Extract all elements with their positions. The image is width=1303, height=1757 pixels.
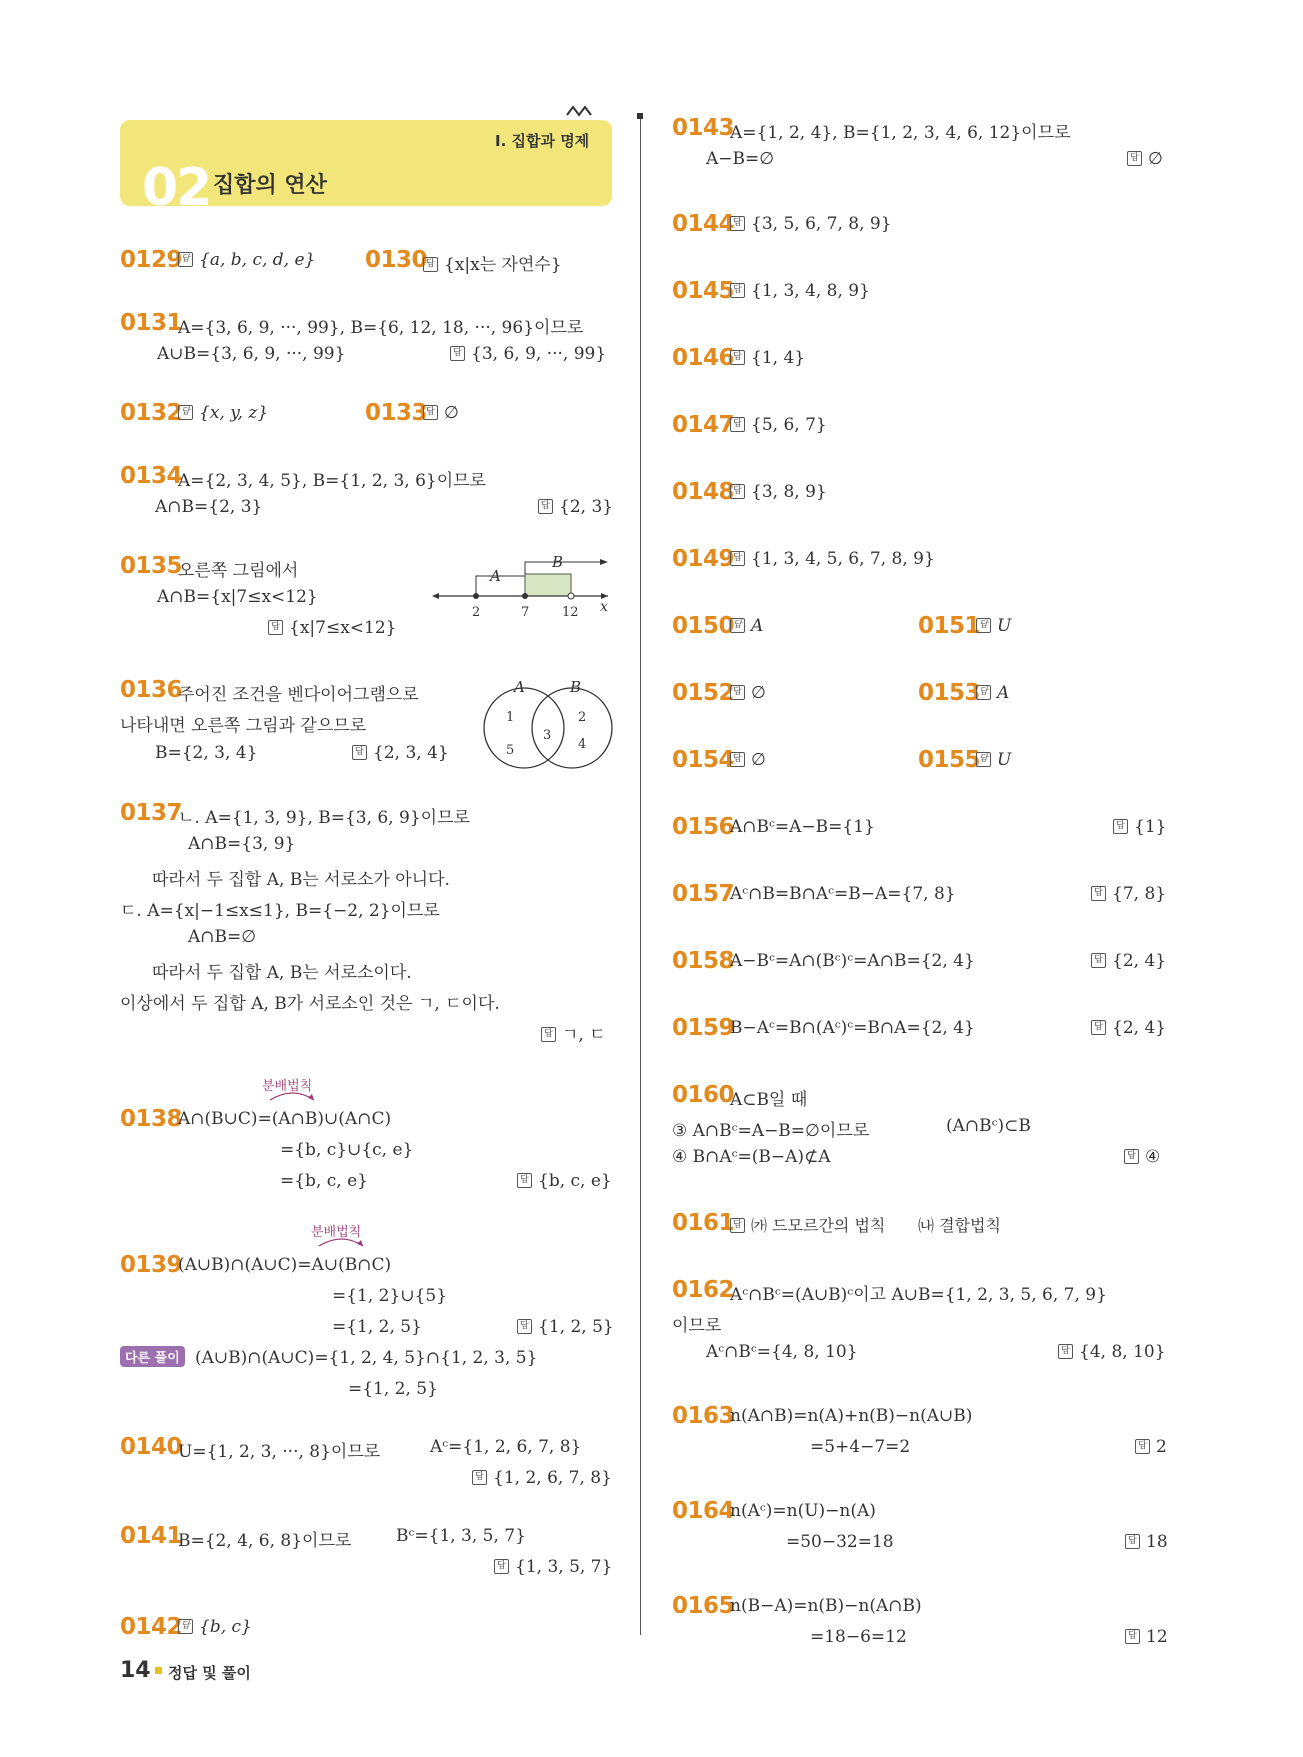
problem-number: 0135 [120, 553, 183, 579]
answer-icon: 답 [730, 551, 745, 566]
solution-line: B={2, 3, 4} [155, 743, 258, 763]
solution-line: (A∪B)∩(A∪C)={1, 2, 4, 5}∩{1, 2, 3, 5} [195, 1348, 538, 1368]
solution-line: 나타내면 오른쪽 그림과 같으므로 [120, 716, 367, 736]
answer-icon: 답 [1113, 819, 1128, 834]
problem-number: 0131 [120, 310, 183, 336]
answer: 답 {b, c} [178, 1617, 252, 1637]
problem-number: 0164 [672, 1498, 735, 1524]
problem-number: 0132 [120, 400, 183, 426]
problem-number: 0149 [672, 546, 735, 572]
answer-icon: 답 [730, 1218, 745, 1233]
solution-line: (A∩Bᶜ)⊂B [946, 1116, 1031, 1136]
answer: 답 {a, b, c, d, e} [178, 250, 315, 270]
problem-number: 0137 [120, 800, 183, 826]
curve-arrow-icon [317, 1236, 367, 1248]
solution-line: 오른쪽 그림에서 [178, 561, 299, 581]
answer-icon: 답 [1091, 886, 1106, 901]
answer: 답 {3, 8, 9} [730, 482, 827, 502]
solution-line: Aᶜ∩Bᶜ=(A∪B)ᶜ이고 A∪B={1, 2, 3, 5, 6, 7, 9} [730, 1285, 1107, 1305]
answer: 답 ∅ [1127, 149, 1163, 169]
answer: 답 {7, 8} [1091, 884, 1166, 904]
answer: 답 {1} [1113, 817, 1166, 837]
answer-icon: 답 [1091, 953, 1106, 968]
answer-icon: 답 [730, 417, 745, 432]
answer-part: ㈏ 결합법칙 [918, 1216, 1001, 1235]
solution-line: A∩B=∅ [188, 927, 257, 947]
answer: 답 {4, 8, 10} [1058, 1342, 1166, 1362]
solution-line: ={1, 2, 5} [332, 1317, 422, 1337]
solution-line: n(Aᶜ)=n(U)−n(A) [730, 1501, 876, 1521]
solution-line: A∪B={3, 6, 9, ···, 99} [157, 344, 346, 364]
solution-line: A∩B={x|7≤x<12} [157, 587, 318, 607]
solution-line: A∩(B∪C)=(A∩B)∪(A∩C) [178, 1109, 392, 1129]
answer: 답 2 [1135, 1437, 1167, 1457]
answer: 답 U [976, 616, 1011, 636]
solution-line: B−Aᶜ=B∩(Aᶜ)ᶜ=B∩A={2, 4} [730, 1018, 975, 1038]
problem-number: 0162 [672, 1277, 735, 1303]
solution-line: ③ A∩Bᶜ=A−B=∅이므로 [672, 1121, 870, 1141]
problem-number: 0157 [672, 881, 735, 907]
footer-bullet [155, 1667, 162, 1674]
solution-line: =18−6=12 [810, 1627, 907, 1647]
solution-line: 주어진 조건을 벤다이어그램으로 [178, 685, 419, 705]
problem-number: 0136 [120, 677, 183, 703]
solution-line: B={2, 4, 6, 8}이므로 [178, 1531, 352, 1551]
answer: 답 {2, 4} [1091, 1018, 1166, 1038]
section-title: 집합의 연산 [213, 173, 327, 198]
answer: 답 ㈎ 드모르간의 법칙 [730, 1213, 885, 1236]
answer-icon: 답 [538, 499, 553, 514]
problem-number: 0145 [672, 278, 735, 304]
venn-value: 5 [506, 743, 515, 758]
solution-line: ④ B∩Aᶜ=(B−A)⊄A [672, 1147, 831, 1167]
solution-line: A−B=∅ [706, 149, 775, 169]
answer-icon: 답 [976, 752, 991, 767]
problem-number: 0154 [672, 747, 735, 773]
problem-number: 0146 [672, 345, 735, 371]
answer: 답 {3, 5, 6, 7, 8, 9} [730, 214, 892, 234]
answer-icon: 답 [517, 1173, 532, 1188]
venn-label-a: A [514, 678, 525, 696]
problem-number: 0155 [918, 747, 981, 773]
number-line-figure [430, 548, 615, 623]
problem-number: 0140 [120, 1434, 183, 1460]
problem-number: 0150 [672, 613, 735, 639]
solution-line: 이므로 [672, 1316, 722, 1336]
problem-number: 0158 [672, 948, 735, 974]
solution-line: ㄷ. A={x|−1≤x≤1}, B={−2, 2}이므로 [120, 901, 440, 921]
answer: 답 18 [1125, 1532, 1168, 1552]
fig-label-a: A [490, 567, 501, 585]
answer-icon: 답 [423, 257, 438, 272]
answer-icon: 답 [178, 405, 193, 420]
tick-label: 7 [521, 605, 530, 620]
problem-number: 0161 [672, 1210, 735, 1236]
answer-icon: 답 [268, 620, 283, 635]
problem-number: 0134 [120, 463, 183, 489]
problem-number: 0156 [672, 814, 735, 840]
problem-number: 0143 [672, 115, 735, 141]
footer-label: 정답 및 풀이 [168, 1664, 251, 1682]
answer: 답 ④ [1124, 1147, 1160, 1167]
solution-line: ={1, 2}∪{5} [332, 1286, 448, 1306]
solution-line: n(A∩B)=n(A)+n(B)−n(A∪B) [730, 1406, 973, 1426]
venn-value: 1 [506, 710, 515, 725]
problem-number: 0148 [672, 479, 735, 505]
venn-value: 4 [578, 737, 587, 752]
problem-number: 0147 [672, 412, 735, 438]
problem-number: 0144 [672, 211, 735, 237]
answer: 답 A [730, 616, 763, 636]
problem-number: 0133 [365, 400, 428, 426]
distributive-law-label: 분배법칙 [311, 1225, 362, 1240]
answer-icon: 답 [730, 283, 745, 298]
answer: 답 ㄱ, ㄷ [541, 1020, 606, 1045]
answer-icon: 답 [976, 618, 991, 633]
answer: 답 U [976, 750, 1011, 770]
solution-line: A∩Bᶜ=A−B={1} [730, 817, 875, 837]
answer: 답 {1, 4} [730, 348, 805, 368]
solution-line: =5+4−7=2 [810, 1437, 911, 1457]
answer: 답 {2, 3} [538, 497, 613, 517]
problem-number: 0142 [120, 1614, 183, 1640]
solution-line: A={1, 2, 4}, B={1, 2, 3, 4, 6, 12}이므로 [730, 123, 1071, 143]
answer-icon: 답 [494, 1559, 509, 1574]
zigzag-icon [565, 104, 595, 118]
solution-line: Bᶜ={1, 3, 5, 7} [396, 1526, 526, 1546]
answer-icon: 답 [178, 1619, 193, 1634]
solution-line: Aᶜ∩B=B∩Aᶜ=B−A={7, 8} [730, 884, 956, 904]
answer-icon: 답 [730, 618, 745, 633]
solution-line: ={1, 2, 5} [348, 1379, 438, 1399]
answer: 답 {x, y, z} [178, 403, 268, 423]
problem-number: 0160 [672, 1082, 735, 1108]
answer-icon: 답 [730, 216, 745, 231]
solution-line: 이상에서 두 집합 A, B가 서로소인 것은 ㄱ, ㄷ이다. [120, 994, 500, 1014]
fig-label-b: B [552, 553, 564, 571]
answer-icon: 답 [1125, 1534, 1140, 1549]
solution-line: A={3, 6, 9, ···, 99}, B={6, 12, 18, ···, 96}이므로 [178, 318, 584, 338]
answer-icon: 답 [730, 484, 745, 499]
answer-icon: 답 [423, 405, 438, 420]
solution-line: n(B−A)=n(B)−n(A∩B) [730, 1596, 922, 1616]
answer-icon: 답 [541, 1027, 556, 1042]
answer: 답 {2, 4} [1091, 951, 1166, 971]
solution-line: ={b, c, e} [280, 1171, 368, 1191]
solution-line: Aᶜ∩Bᶜ={4, 8, 10} [706, 1342, 858, 1362]
answer: 답 ∅ [730, 750, 766, 770]
curve-arrow-icon [268, 1090, 318, 1102]
answer: 답 {1, 3, 4, 8, 9} [730, 281, 870, 301]
solution-line: Aᶜ={1, 2, 6, 7, 8} [430, 1437, 582, 1457]
section-number: 02 [142, 158, 211, 218]
answer-icon: 답 [1135, 1439, 1150, 1454]
page-number: 14 [120, 1658, 151, 1683]
answer: 답 {1, 2, 6, 7, 8} [472, 1468, 612, 1488]
problem-number: 0163 [672, 1403, 735, 1429]
answer-icon: 답 [730, 350, 745, 365]
problem-number: 0138 [120, 1106, 183, 1132]
solution-line: ={b, c}∪{c, e} [280, 1140, 414, 1160]
answer-icon: 답 [1127, 151, 1142, 166]
problem-number: 0141 [120, 1523, 183, 1549]
answer: 답 {1, 3, 4, 5, 6, 7, 8, 9} [730, 549, 935, 569]
problem-number: 0152 [672, 680, 735, 706]
problem-number: 0153 [918, 680, 981, 706]
answer: 답 {x|x는 자연수} [423, 250, 562, 275]
answer-icon: 답 [472, 1470, 487, 1485]
distributive-law-label: 분배법칙 [262, 1079, 313, 1094]
solution-line: U={1, 2, 3, ···, 8}이므로 [178, 1442, 381, 1462]
tick-label: 2 [472, 605, 481, 620]
answer: 답 {b, c, e} [517, 1171, 612, 1191]
answer-icon: 답 [450, 346, 465, 361]
answer: 답 12 [1125, 1627, 1168, 1647]
answer-icon: 답 [730, 752, 745, 767]
answer: 답 {x|7≤x<12} [268, 618, 396, 638]
solution-line: =50−32=18 [786, 1532, 894, 1552]
answer: 답 {1, 2, 5} [517, 1317, 614, 1337]
solution-line: (A∪B)∩(A∪C)=A∪(B∩C) [178, 1255, 392, 1275]
solution-line: A∩B={3, 9} [188, 834, 296, 854]
venn-value: 3 [543, 728, 552, 743]
answer-icon: 답 [730, 685, 745, 700]
solution-line: A∩B={2, 3} [155, 497, 263, 517]
solution-line: A⊂B일 때 [730, 1090, 808, 1110]
problem-number: 0139 [120, 1252, 183, 1278]
answer-icon: 답 [178, 252, 193, 267]
answer: 답 {3, 6, 9, ···, 99} [450, 344, 606, 364]
venn-diagram [474, 676, 619, 776]
chapter-label: I. 집합과 명제 [495, 132, 590, 150]
answer-icon: 답 [1124, 1149, 1139, 1164]
answer-icon: 답 [1058, 1344, 1073, 1359]
problem-number: 0159 [672, 1015, 735, 1041]
solution-line: 따라서 두 집합 A, B는 서로소가 아니다. [152, 870, 450, 890]
venn-value: 2 [578, 710, 587, 725]
answer: 답 A [976, 683, 1009, 703]
axis-label: x [600, 599, 608, 615]
answer: 답 {1, 3, 5, 7} [494, 1557, 612, 1577]
answer: 답 ∅ [730, 683, 766, 703]
answer-icon: 답 [517, 1319, 532, 1334]
answer: 답 {5, 6, 7} [730, 415, 827, 435]
alt-solution-badge: 다른 풀이 [120, 1346, 185, 1367]
problem-number: 0151 [918, 613, 981, 639]
solution-line: 따라서 두 집합 A, B는 서로소이다. [152, 963, 412, 983]
problem-number: 0165 [672, 1593, 735, 1619]
answer-icon: 답 [352, 745, 367, 760]
answer-icon: 답 [1125, 1629, 1140, 1644]
problem-number: 0129 [120, 247, 183, 273]
divider-marker [637, 113, 643, 119]
column-divider [640, 115, 641, 1635]
answer-icon: 답 [1091, 1020, 1106, 1035]
solution-line: A={2, 3, 4, 5}, B={1, 2, 3, 6}이므로 [178, 471, 486, 491]
problem-number: 0130 [365, 247, 428, 273]
answer-icon: 답 [976, 685, 991, 700]
tick-label: 12 [562, 605, 579, 620]
solution-line: A−Bᶜ=A∩(Bᶜ)ᶜ=A∩B={2, 4} [730, 951, 975, 971]
venn-label-b: B [570, 678, 582, 696]
answer: 답 ∅ [423, 403, 459, 423]
answer: 답 {2, 3, 4} [352, 743, 449, 763]
solution-line: ㄴ. A={1, 3, 9}, B={3, 6, 9}이므로 [178, 808, 470, 828]
